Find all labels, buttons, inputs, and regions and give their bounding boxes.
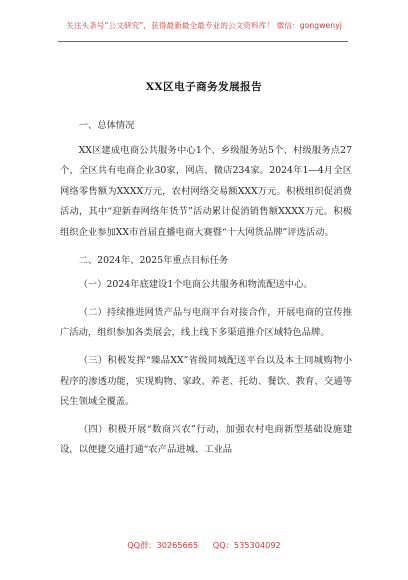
body-paragraph: （三）积极发挥“臻品XX”省级同城配送平台以及本土同城购物小程序的渗透功能，实现购物、家政、养老、托幼、餐饮、教育、交通等民生领域全覆盖。	[60, 354, 352, 408]
document-title: XX区电子商务发展报告	[145, 81, 263, 93]
body-paragraph: （四）积极开展“数商兴农”行动，加强农村电商新型基础设施建设，以便捷交通打通“农产品进城、工业品	[60, 423, 352, 456]
section-heading: 二、2024年、2025年重点目标任务	[78, 254, 229, 266]
qq-contact-label: QQ：535304092	[212, 540, 281, 550]
document-body	[60, 116, 352, 468]
section-heading: 一、总体情况	[78, 120, 135, 131]
header-divider	[58, 41, 348, 42]
body-paragraph: （一）2024年底建设1个电商公共服务和物流配送中心。	[78, 279, 313, 291]
body-paragraph: （二）持续推进网货产品与电商平台对接合作，开展电商的宣传推广活动，组织参加各类展会，线上线下多渠道推介区域特色品牌。	[60, 306, 352, 339]
body-paragraph: XX区建成电商公共服务中心1个、乡级服务站5个、村级服务点27个，全区共有电商企业30家，网店、微店234家。2024年1—4月全区网络零售额为XXXX万元，农村网络交易额XXX万元。积极组织促消费活动，其中“迎新春网络年货节”活动累计促消销售额XXXX万元。积极组织企业参加XX市首届直播电商大赛暨“十大网货品牌”评选活动。	[60, 144, 352, 238]
header-banner: 关注头条号“公文研究”，获得最新最全最专业的公文资料库！ 微信：gongwenyj	[66, 21, 342, 30]
qq-group-label: QQ群：30265665	[127, 540, 199, 550]
footer-contact	[0, 540, 408, 551]
